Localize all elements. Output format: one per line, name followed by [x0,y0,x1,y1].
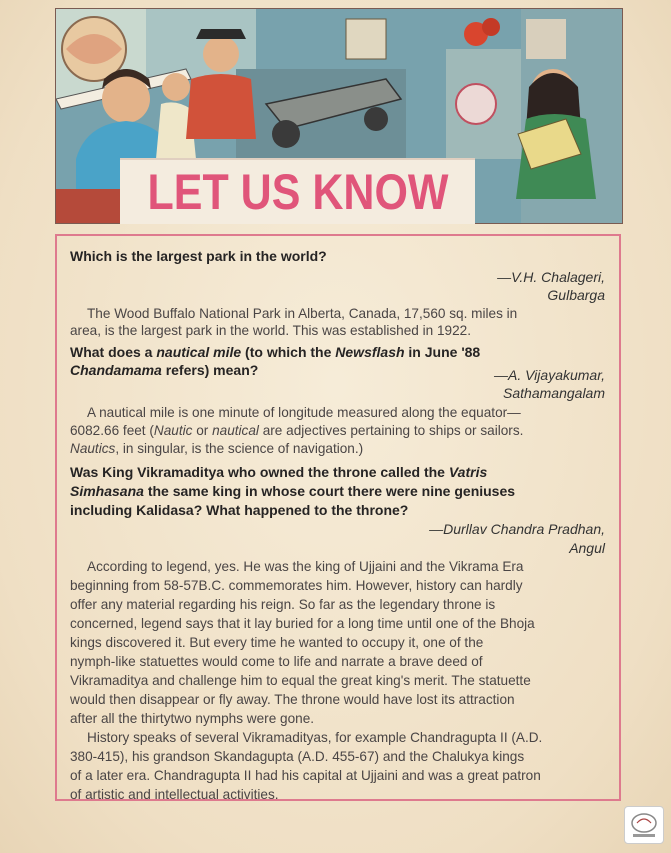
q2-text-a: What does a [70,344,157,360]
content-box [55,234,621,801]
a2-text-a: 6082.66 feet ( [70,423,154,438]
q3-text-c: Simhasana [70,483,144,499]
answer-3-line-11: 380-415), his grandson Skandagupta (A.D. 455-67) and the Chalukya kings [70,749,525,764]
answer-1-line-1: The Wood Buffalo National Park in Alberta, Canada, 17,560 sq. miles in [87,306,518,321]
answer-3-line-9: after all the thirtytwo nymphs were gone. [70,711,315,726]
title-panel [120,158,475,224]
answer-1-line-2: area, is the largest park in the world. This was established in 1922. [70,323,471,338]
question-3-line-1 [70,464,487,481]
question-2-line-1 [70,344,480,361]
answer-3-line-6: nymph-like statuettes would come to life and narrate a brave deed of [70,654,483,669]
answer-3-line-1: According to legend, yes. He was the king of Ujjaini and the Vikrama Era [87,559,524,574]
a2-text-d: nautical [212,423,259,438]
answer-3-line-4: concerned, legend says that it lay buried for a long time until one of the Bhoja [70,616,535,631]
answer-3-line-2: beginning from 58-57B.C. commemorates him. However, history can hardly [70,578,523,593]
answer-3-line-12: of a later era. Chandragupta II had his capital at Ujjaini and was a great patron [70,768,541,783]
question-2-line-2 [70,362,258,379]
answer-3-line-13: of artistic and intellectual activities. [70,787,279,802]
a2-text-e: are adjectives pertaining to ships or sailors. [258,423,524,438]
question-3-place: Angul [569,540,605,556]
question-2-author: —A. Vijayakumar, [493,367,605,383]
watermark-logo-icon [624,806,664,844]
answer-2-line-3 [70,440,363,457]
q2-text-e: in June '88 [404,344,481,360]
answer-3-line-5: kings discovered it. But every time he wanted to occupy it, one of the [70,635,484,650]
a2-text-b: Nautic [153,423,193,438]
a2-text-f: Nautics [70,441,116,456]
answer-3-line-7: Vikramaditya and challenge him to equal the great king's merit. The statuette [70,673,531,688]
q3-text-a: Was King Vikramaditya who owned the throne called the [70,464,449,480]
q2-text-d: Newsflash [335,344,405,360]
q2-text-c: (to which the [241,344,336,360]
q3-text-d: the same king in whose court there were nine geniuses [143,483,516,499]
a2-text-c: or [192,423,213,438]
page-title: LET US KNOW [146,164,448,220]
question-1-author: —V.H. Chalageri, [497,269,605,285]
q2-text-f: Chandamama [70,362,162,378]
q2-text-g: refers) mean? [161,362,259,378]
answer-3-line-10: History speaks of several Vikramadityas, for example Chandragupta II (A.D. [87,730,543,745]
answer-3-line-8: would then disappear or fly away. The throne would have lost its attraction [70,692,515,707]
q3-text-b: Vatris [448,464,488,480]
question-3-author: —Durllav Chandra Pradhan, [429,521,605,537]
answer-3-line-3: offer any material regarding his reign. So far as the legendary throne is [70,597,496,612]
a2-text-g: , in singular, is the science of navigation.) [115,441,364,456]
question-2-place: Sathamangalam [503,385,605,401]
answer-2-line-2 [70,422,523,439]
q2-text-b: nautical mile [156,344,242,360]
question-1: Which is the largest park in the world? [70,248,327,264]
question-3-line-3: including Kalidasa? What happened to the throne? [70,502,409,518]
answer-2-line-1: A nautical mile is one minute of longitude measured along the equator— [87,405,521,420]
question-1-place: Gulbarga [547,287,605,303]
question-3-line-2 [70,483,515,500]
